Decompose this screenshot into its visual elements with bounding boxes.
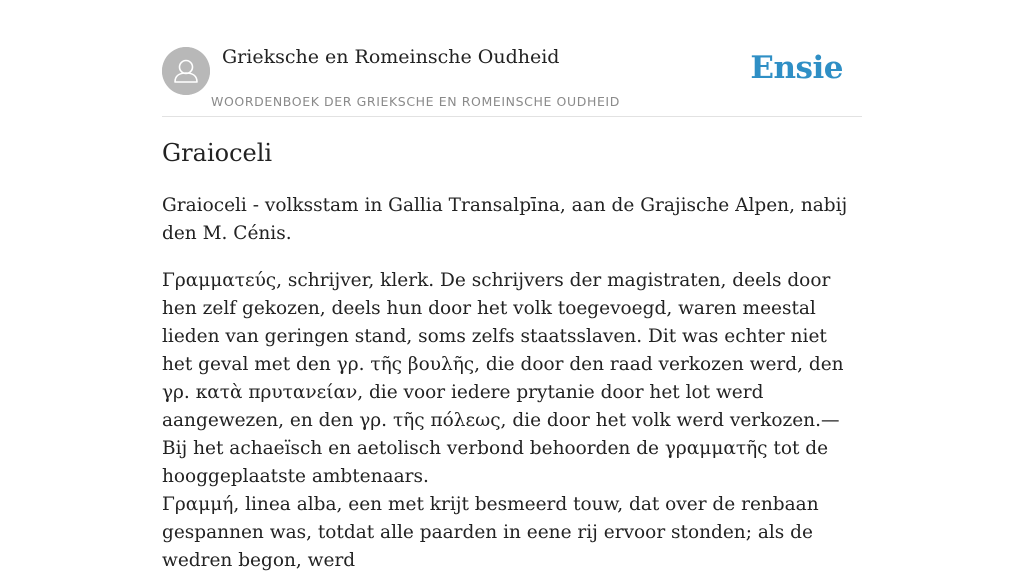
entry-intro: Graioceli - volksstam in Gallia Transalpīna, aan de Grajische Alpen, nabij den M. Cénis. <box>162 195 848 244</box>
entry-content <box>162 192 862 575</box>
site-title-link[interactable]: Grieksche en Romeinsche Oudheid <box>222 46 560 68</box>
avatar[interactable] <box>162 47 210 95</box>
user-icon <box>162 47 210 95</box>
entry-title: Graioceli <box>162 139 273 167</box>
page <box>162 0 862 571</box>
entry-paragraph-1: Γραμματεύς, schrijver, klerk. De schrijvers der magistraten, deels door hen zelf gekozen, deels hun door het volk toegevoegd, waren meestal lieden van geringen stand, soms zelfs staatsslaven. Dit was echter niet het geval met den γρ. τῆς βουλῆς, die door den raad verkozen werd, den γρ. κατὰ πρυτανείαν, die voor iedere prytanie door het lot werd aangewezen, en den γρ. τῆς πόλεως, die door het volk werd verkozen.—Bij het achaeïsch en aetolisch verbond behoorden de γραμματῆς tot de hooggeplaatste ambtenaars. <box>162 270 844 487</box>
entry-paragraph-2: Γραμμή, linea alba, een met krijt besmeerd touw, dat over de renbaan gespannen was, totdat alle paarden in eene rij ervoor stonden; als de wedren begon, werd <box>162 494 819 571</box>
site-header <box>162 0 862 117</box>
site-subtitle: WOORDENBOEK DER GRIEKSCHE EN ROMEINSCHE OUDHEID <box>211 94 620 109</box>
brand-logo-link[interactable]: Ensie <box>750 50 843 86</box>
